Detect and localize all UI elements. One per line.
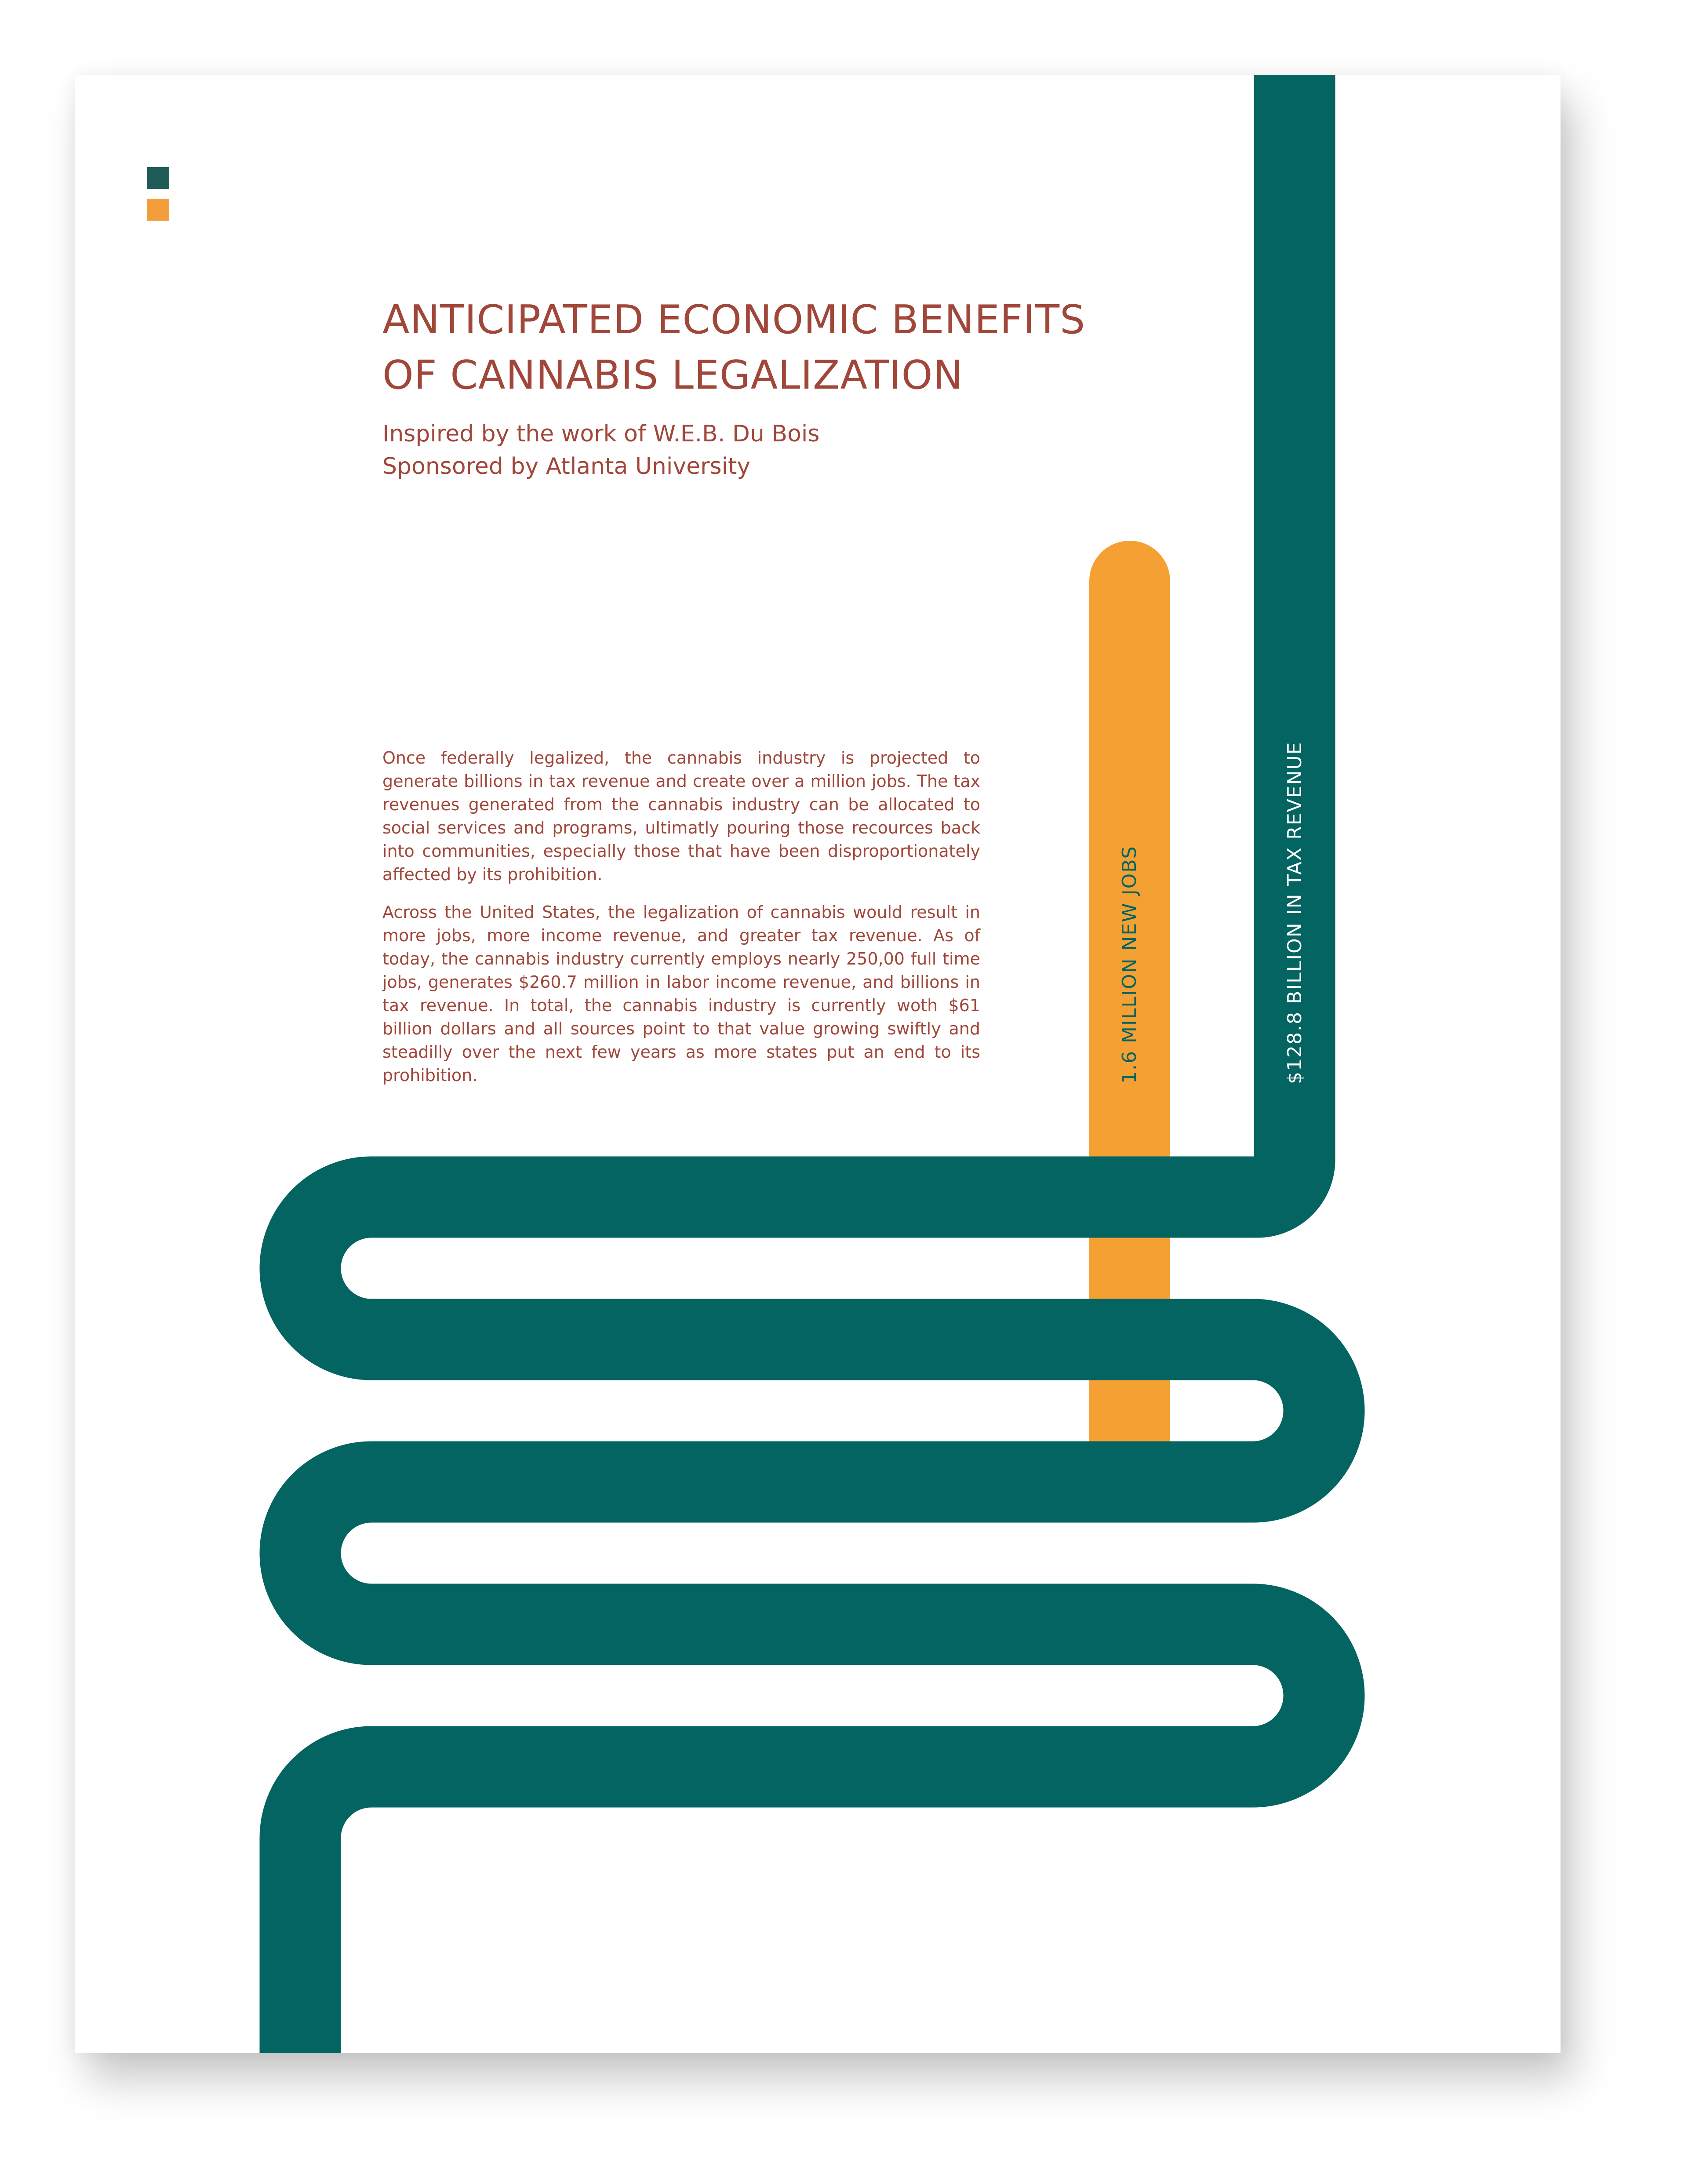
label-new-jobs: 1.6 MILLION NEW JOBS [1118,845,1141,1084]
subtitle-line-2: Sponsored by Atlanta University [382,453,751,480]
page-title [382,292,1218,403]
subtitle-line-1: Inspired by the work of W.E.B. Du Bois [382,421,820,447]
body-paragraph-2: Across the United States, the legalization of cannabis would result in more jobs, more income revenue, and greater tax revenue. As of today, the cannabis industry currently employs nearly 250,00 full time jobs, generates $260.7 million in labor income revenue, and billions in tax revenue. In total, the cannabis industry is currently woth $61 billion dollars and all sources point to that value growing swiftly and steadilly over the next few years as more states put an end to its prohibition. [382,903,980,1085]
poster-page [75,75,1561,2053]
body-paragraph-1: Once federally legalized, the cannabis industry is projected to generate billions in tax revenue and create over a million jobs. The tax revenues generated from the cannabis industry can be allocated to social services and programs, ultimatly pouring those recources back into communities, especially those that have been disproportionately affected by its prohibition. [382,748,980,884]
subtitle [382,418,1130,483]
label-tax-revenue: $128.8 BILLION IN TAX REVENUE [1284,741,1306,1084]
body-text [382,746,980,1102]
title-line-1: ANTICIPATED ECONOMIC BENEFITS [382,297,1086,343]
title-line-2: OF CANNABIS LEGALIZATION [382,352,963,398]
